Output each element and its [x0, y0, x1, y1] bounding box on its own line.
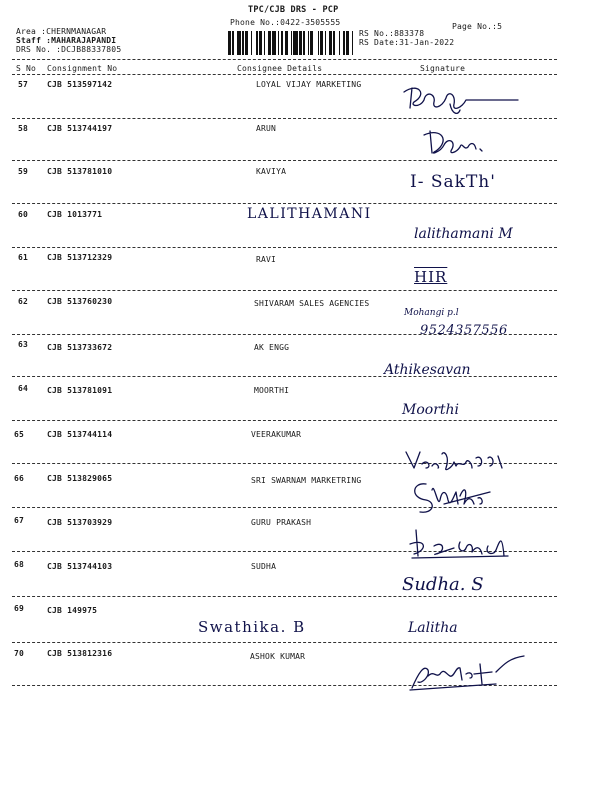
row-divider — [12, 376, 557, 377]
row-sno: 63 — [18, 340, 29, 349]
signature-68: Sudha. S — [402, 574, 484, 595]
row-consignee: GURU PRAKASH — [251, 518, 312, 527]
row-sno: 62 — [18, 297, 29, 306]
row-sno: 60 — [18, 210, 29, 219]
row-consignment: CJB 513744114 — [47, 430, 113, 439]
signature-60: lalithamani M — [414, 226, 513, 242]
row-consignee: SHIVARAM SALES AGENCIES — [254, 299, 370, 308]
rs-number: RS No.:883378 — [359, 29, 425, 38]
signature-69: Lalitha — [408, 620, 458, 636]
row-consignee-handwritten: Swathika. B — [198, 618, 306, 636]
signature-65 — [402, 446, 512, 476]
row-sno: 57 — [18, 80, 29, 89]
row-sno: 69 — [14, 604, 25, 613]
row-divider — [12, 642, 557, 643]
row-consignment: CJB 149975 — [47, 606, 98, 615]
row-consignee: LOYAL VIJAY MARKETING — [256, 80, 362, 89]
row-sno: 66 — [14, 474, 25, 483]
signature-61: HIR — [414, 268, 448, 286]
signature-64: Moorthi — [402, 402, 460, 418]
signature-66 — [408, 478, 498, 520]
column-header-signature: Signature — [420, 64, 466, 73]
row-sno: 65 — [14, 430, 25, 439]
row-divider — [12, 420, 557, 421]
row-consignment: CJB 513781091 — [47, 386, 113, 395]
row-divider — [12, 160, 557, 161]
page-number: Page No.:5 — [452, 22, 503, 31]
row-consignee: MOORTHI — [254, 386, 290, 395]
column-header-consignee: Consignee Details — [237, 64, 323, 73]
barcode-bar — [353, 31, 354, 55]
row-consignment: CJB 513781010 — [47, 167, 113, 176]
row-sno: 67 — [14, 516, 25, 525]
row-divider — [12, 290, 557, 291]
signature-59: I- SakTh' — [410, 172, 496, 192]
column-header-divider — [12, 74, 557, 75]
document-title: TPC/CJB DRS - PCP — [248, 5, 339, 15]
row-sno: 64 — [18, 384, 29, 393]
header-divider — [12, 59, 557, 60]
row-divider — [12, 203, 557, 204]
drs-number: DRS No. :DCJB88337805 — [16, 45, 122, 54]
row-consignment: CJB 513712329 — [47, 253, 113, 262]
row-sno: 59 — [18, 167, 29, 176]
phone-number: Phone No.:0422-3505555 — [230, 18, 341, 27]
column-header-sno: S No — [16, 64, 37, 73]
row-consignment: CJB 513812316 — [47, 649, 113, 658]
signature-58 — [420, 125, 490, 157]
row-consignee: RAVI — [256, 255, 277, 264]
barcode — [228, 31, 355, 55]
row-consignment: CJB 513703929 — [47, 518, 113, 527]
row-consignee: VEERAKUMAR — [251, 430, 302, 439]
row-consignee: AK ENGG — [254, 343, 290, 352]
row-sno: 58 — [18, 124, 29, 133]
area-field: Area :CHERNMANAGAR — [16, 27, 107, 36]
row-consignee-handwritten: LALITHAMANI — [247, 206, 372, 222]
row-divider — [12, 247, 557, 248]
row-divider — [12, 596, 557, 597]
rs-date: RS Date:31-Jan-2022 — [359, 38, 455, 47]
signature-63: Athikesavan — [384, 362, 471, 378]
row-consignment: CJB 513829065 — [47, 474, 113, 483]
row-consignee: KAVIYA — [256, 167, 287, 176]
signature-70 — [400, 654, 530, 694]
row-consignment: CJB 513744103 — [47, 562, 113, 571]
row-consignment: CJB 513733672 — [47, 343, 113, 352]
row-consignment: CJB 513597142 — [47, 80, 113, 89]
row-consignment: CJB 1013771 — [47, 210, 103, 219]
column-header-consignment: Consignment No — [47, 64, 118, 73]
row-consignment: CJB 513744197 — [47, 124, 113, 133]
row-consignee: ARUN — [256, 124, 277, 133]
signature-67 — [404, 526, 524, 566]
row-sno: 70 — [14, 649, 25, 658]
row-consignee: SRI SWARNAM MARKETRING — [251, 476, 362, 485]
row-consignee: SUDHA — [251, 562, 277, 571]
row-sno: 61 — [18, 253, 29, 262]
row-sno: 68 — [14, 560, 25, 569]
row-consignment: CJB 513760230 — [47, 297, 113, 306]
signature-62-name: Mohangi p.l — [404, 308, 459, 318]
row-consignee: ASHOK KUMAR — [250, 652, 306, 661]
staff-field: Staff :MAHARAJAPANDI — [16, 36, 117, 45]
signature-62-phone: 9524357556 — [420, 323, 508, 338]
signature-57 — [400, 80, 530, 120]
